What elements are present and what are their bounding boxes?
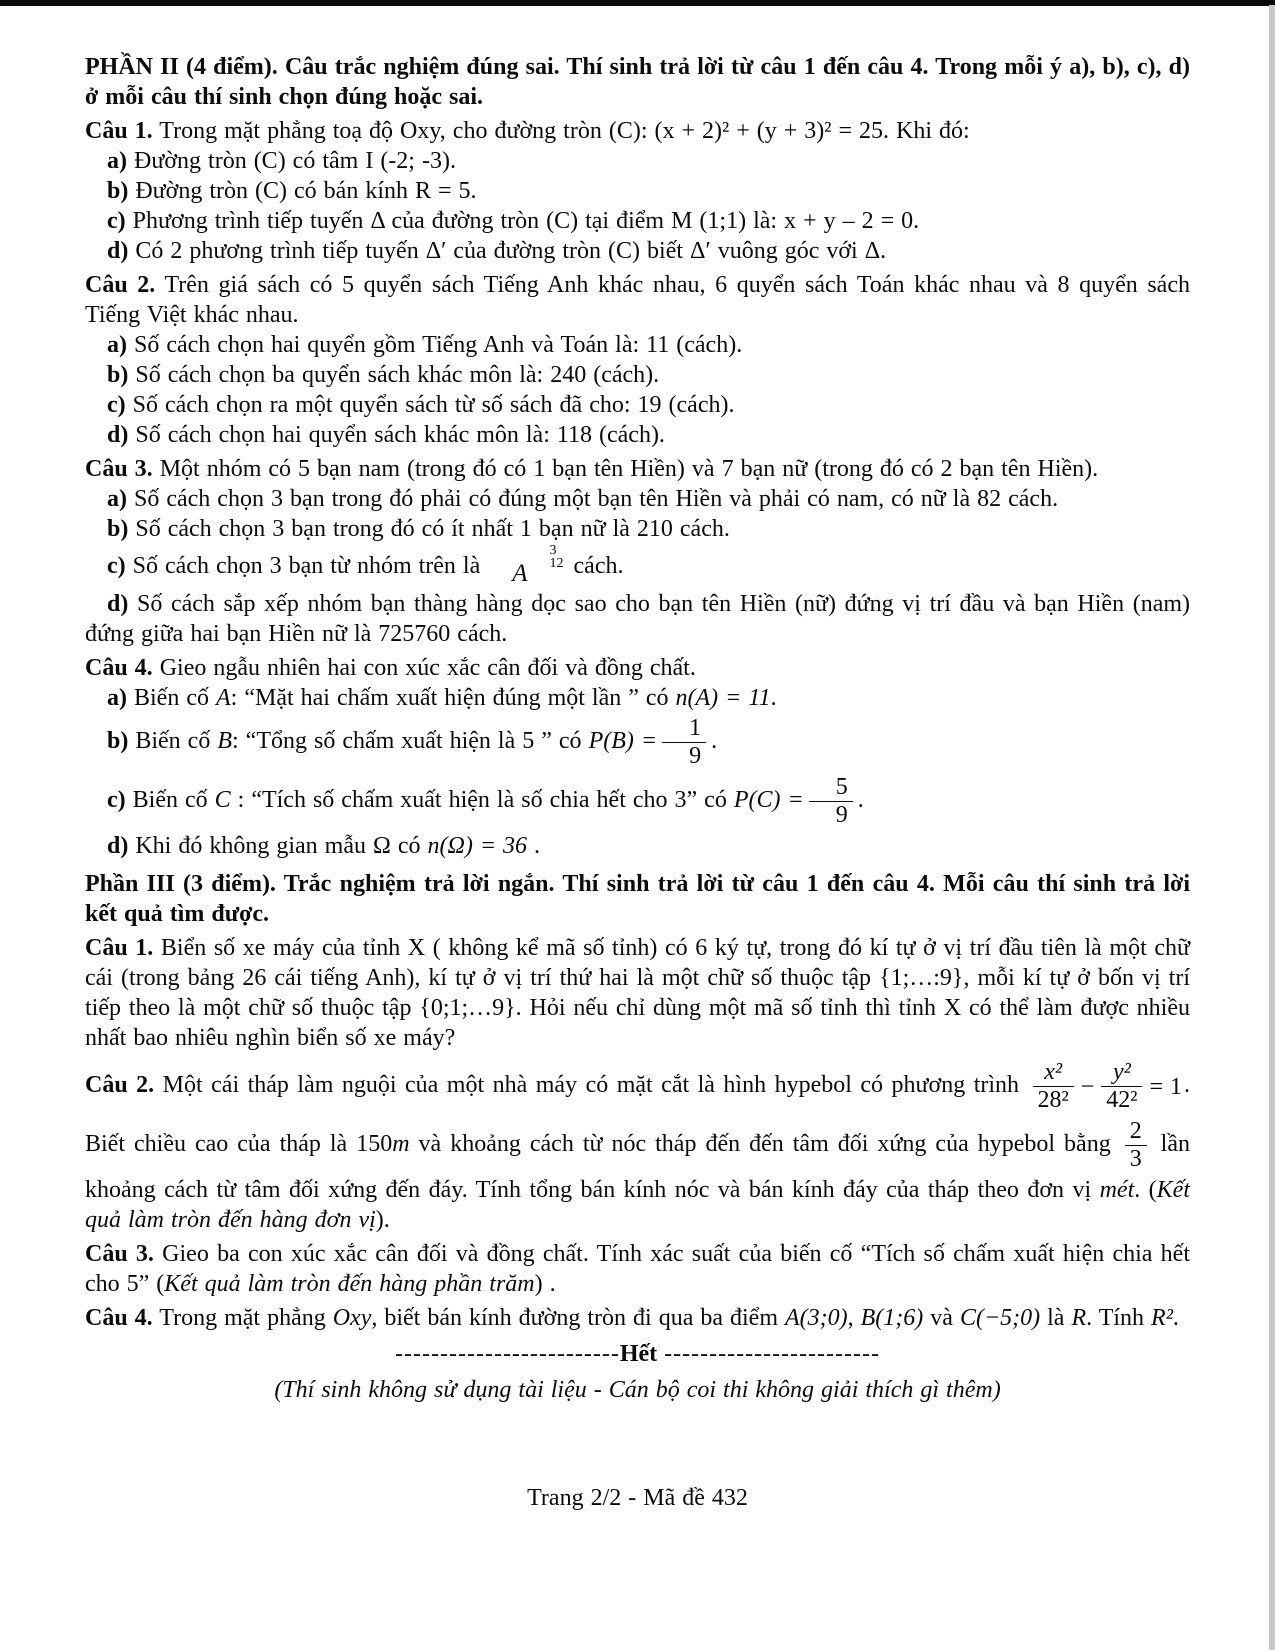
numerator: 1: [689, 715, 702, 741]
denominator: 42²: [1101, 1086, 1142, 1114]
permutation-subscript: 12: [549, 556, 564, 571]
item-text: .: [711, 728, 718, 755]
unit-m: m: [392, 1131, 410, 1158]
item-text: Đường tròn (C) có tâm I (-2; -3).: [134, 148, 456, 174]
question-text: . Tính: [1086, 1305, 1152, 1331]
math-expression: P(C) =: [733, 787, 804, 814]
question-text: ) .: [534, 1271, 556, 1297]
item-label: b): [107, 362, 129, 388]
question-text: và: [923, 1305, 960, 1331]
question-text: Gieo ngẫu nhiên hai con xúc xắc cân đối và đồng chất.: [159, 655, 696, 681]
item-label: c): [107, 392, 126, 418]
plane-oxy: Oxy: [332, 1305, 372, 1331]
event-variable: B: [217, 728, 232, 755]
event-variable: A: [215, 685, 231, 711]
part2-question-2: [85, 270, 1190, 330]
item-text: Phương trình tiếp tuyến Δ của đường tròn (C) tại điểm M (1;1) là: x + y – 2 = 0.: [132, 208, 920, 234]
item-text: Đường tròn (C) có bán kính R = 5.: [135, 178, 477, 204]
part2-q4-item-d: [85, 831, 1190, 861]
item-text: .: [527, 833, 541, 859]
question-text: ,: [847, 1305, 861, 1331]
question-text: và khoảng cách từ nóc tháp đến đến tâm đối xứng của hypebol bằng: [409, 1131, 1120, 1158]
part2-q4-item-c: [85, 772, 1190, 831]
part2-q3-item-a: [85, 484, 1190, 514]
question-text: là: [1040, 1305, 1072, 1331]
math-expression: n(Ω) = 36: [427, 833, 528, 859]
question-label: Câu 1.: [85, 118, 153, 144]
exam-page-content: [85, 52, 1190, 1513]
item-label: b): [107, 728, 129, 755]
part2-q1-item-d: [85, 236, 1190, 266]
question-text: . Biết chiều cao của tháp là 150: [85, 1072, 1191, 1158]
question-text: , biết bán kính đường tròn đi qua ba điểm: [371, 1305, 785, 1331]
fraction: [1125, 1118, 1147, 1173]
question-text: .: [1172, 1305, 1179, 1331]
question-text: ).: [375, 1207, 390, 1233]
part2-q3-item-b: [85, 514, 1190, 544]
radius-R-squared: R²: [1151, 1305, 1173, 1331]
hyperbola-equation: [1028, 1059, 1185, 1113]
item-text: .: [857, 787, 864, 814]
item-text: Biến cố: [135, 728, 218, 755]
question-text: . (: [1134, 1177, 1157, 1203]
item-label: c): [107, 553, 126, 579]
part2-q2-item-c: [85, 390, 1190, 420]
equals-one: = 1: [1149, 1073, 1183, 1100]
denominator: 9: [809, 801, 853, 829]
question-text: Một nhóm có 5 bạn nam (trong đó có 1 bạn tên Hiền) và 7 bạn nữ (trong đó có 2 bạn tên Hiền).: [159, 456, 1099, 482]
minus-sign: −: [1080, 1073, 1095, 1100]
part3-question-1: [85, 933, 1190, 1053]
numerator: 5: [835, 774, 848, 800]
item-label: a): [107, 332, 127, 358]
question-label: Câu 2.: [85, 272, 156, 298]
question-text: Một cái tháp làm nguội của một nhà máy có mặt cắt là hình hypebol có phương trình: [162, 1072, 1028, 1099]
part3-question-4: [85, 1303, 1190, 1333]
radius-R: R: [1071, 1305, 1087, 1331]
part2-question-1: [85, 116, 1190, 146]
question-label: Câu 3.: [85, 1241, 154, 1267]
permutation-base: A: [512, 560, 528, 587]
item-label: a): [107, 685, 127, 711]
question-label: Câu 2.: [85, 1072, 155, 1099]
part2-q1-item-c: [85, 206, 1190, 236]
rounding-note: Kết quả làm tròn đến hàng phần trăm: [164, 1271, 535, 1297]
item-label: b): [107, 178, 129, 204]
unit-met: mét: [1099, 1177, 1135, 1203]
dashes-left: -------------------------: [395, 1341, 620, 1367]
part2-heading: PHẦN II (4 điểm). Câu trắc nghiệm đúng sai. Thí sinh trả lời từ câu 1 đến câu 4. Trong mỗi ý a), b), c), d) ở mỗi câu thí sinh chọn đúng hoặc sai.: [85, 54, 1190, 110]
part2-q2-item-d: [85, 420, 1190, 450]
question-text: Trong mặt phẳng: [159, 1305, 333, 1331]
item-label: c): [107, 787, 126, 814]
end-of-exam-line: [85, 1339, 1190, 1369]
item-text: Số cách chọn ra một quyển sách từ số sách đã cho: 19 (cách).: [132, 392, 735, 418]
rounding-note: Kết quả làm tròn đến hàng đơn vị: [85, 1177, 1190, 1233]
item-text: : “Mặt hai chấm xuất hiện đúng một lần ” có: [230, 685, 676, 711]
item-label: c): [107, 208, 126, 234]
item-text: Có 2 phương trình tiếp tuyến Δ′ của đường tròn (C) biết Δ′ vuông góc với Δ.: [135, 238, 887, 264]
exam-note: (Thí sinh không sử dụng tài liệu - Cán bộ coi thi không giải thích gì thêm): [274, 1377, 1001, 1403]
question-text: Trên giá sách có 5 quyển sách Tiếng Anh khác nhau, 6 quyển sách Toán khác nhau và 8 quyển sách Tiếng Việt khác nhau.: [85, 272, 1190, 328]
item-text: Số cách chọn ba quyển sách khác môn là: 240 (cách).: [135, 362, 660, 388]
item-text: cách.: [566, 553, 624, 579]
question-label: Câu 4.: [85, 655, 153, 681]
fraction: [1101, 1059, 1142, 1114]
math-expression: P(B) =: [588, 728, 658, 755]
item-text: Số cách chọn 3 bạn trong đó phải có đúng một bạn tên Hiền và phải có nam, có nữ là 82 cách.: [134, 486, 1059, 512]
question-label: Câu 1.: [85, 935, 154, 961]
item-label: d): [107, 833, 129, 859]
item-label: a): [107, 486, 127, 512]
part3-question-3: [85, 1239, 1190, 1299]
permutation-symbol-A-3-12: [490, 544, 563, 589]
numerator: 2: [1129, 1118, 1142, 1144]
item-text: : “Tích số chấm xuất hiện là số chia hết cho 3” có: [230, 787, 734, 814]
item-text: Số cách chọn 3 bạn từ nhóm trên là: [132, 553, 488, 579]
item-text: Biến cố: [134, 685, 216, 711]
denominator: 3: [1125, 1145, 1147, 1173]
question-text: Trong mặt phẳng toạ độ Oxy, cho đường tròn (C): (x + 2)² + (y + 3)² = 25. Khi đó:: [159, 118, 970, 144]
part2-q4-item-a: [85, 683, 1190, 713]
item-label: d): [107, 422, 129, 448]
part2-question-3: [85, 454, 1190, 484]
item-text: : “Tổng số chấm xuất hiện là 5 ” có: [232, 728, 589, 755]
item-label: d): [107, 591, 129, 617]
point-A: A(3;0): [785, 1305, 848, 1331]
question-label: Câu 4.: [85, 1305, 153, 1331]
item-label: b): [107, 516, 129, 542]
fraction: [1033, 1059, 1074, 1114]
part3-heading: Phần III (3 điểm). Trắc nghiệm trả lời ngắn. Thí sinh trả lời từ câu 1 đến câu 4. Mỗi câu thí sinh trả lời kết quả tìm được.: [85, 871, 1190, 927]
het-label: Hết: [619, 1341, 658, 1367]
part2-q4-item-b: [85, 713, 1190, 772]
item-text: Số cách chọn hai quyển sách khác môn là: 118 (cách).: [135, 422, 665, 448]
scan-edge-top: [0, 0, 1275, 6]
event-variable: C: [214, 787, 231, 814]
question-text: Biển số xe máy của tỉnh X ( không kể mã số tỉnh) có 6 ký tự, trong đó kí tự ở vị trí đầu tiên là một chữ cái (trong bảng 26 cái tiếng Anh), kí tự ở vị trí thứ hai là một chữ số thuộc tập {1;…:9}, mỗi kí tự ở bốn vị trí tiếp theo là một chữ số thuộc tập {0;1;…9}. Hỏi nếu chỉ dùng một mã số tỉnh thì tỉnh X có thể làm được nhiều nhất bao nhiêu nghìn biển số xe máy?: [85, 935, 1191, 1051]
permutation-superscript: 3: [549, 543, 557, 558]
fraction: [809, 774, 853, 829]
dashes-right: ------------------------: [664, 1341, 880, 1367]
fraction: [662, 715, 706, 770]
numerator: x²: [1044, 1059, 1063, 1085]
question-text: lần khoảng cách từ tâm đối xứng đến đáy. Tính tổng bán kính nóc và bán kính đáy của tháp theo đơn vị: [85, 1131, 1191, 1203]
part3-question-2: [85, 1057, 1190, 1235]
scan-edge-right: [1269, 5, 1275, 1650]
point-B: B(1;6): [860, 1305, 924, 1331]
part2-q2-item-a: [85, 330, 1190, 360]
part2-q1-item-b: [85, 176, 1190, 206]
point-C: C(−5;0): [959, 1305, 1041, 1331]
item-text: Biến cố: [132, 787, 215, 814]
part2-q2-item-b: [85, 360, 1190, 390]
part2-question-4: [85, 653, 1190, 683]
part2-q3-item-d: [85, 589, 1190, 649]
math-expression: n(A) = 11: [675, 685, 771, 711]
denominator: 9: [662, 742, 706, 770]
item-label: a): [107, 148, 127, 174]
item-text: Số cách chọn 3 bạn trong đó có ít nhất 1 bạn nữ là 210 cách.: [135, 516, 730, 542]
item-text: Khi đó không gian mẫu Ω có: [135, 833, 428, 859]
question-text: Gieo ba con xúc xắc cân đối và đồng chất. Tính xác suất của biến cố “Tích số chấm xuất hiện chia hết cho 5” (: [85, 1241, 1190, 1297]
item-text: .: [770, 685, 777, 711]
permutation-scripts: [528, 544, 564, 570]
part2-q3-item-c: [85, 544, 1190, 589]
item-text: Số cách sắp xếp nhóm bạn thàng hàng dọc sao cho bạn tên Hiền (nữ) đứng vị trí đầu và bạn Hiền (nam) đứng giữa hai bạn Hiền nữ là 725760 cách.: [85, 591, 1191, 647]
question-label: Câu 3.: [85, 456, 153, 482]
item-label: d): [107, 238, 129, 264]
page-footer: Trang 2/2 - Mã đề 432: [527, 1485, 748, 1511]
numerator: y²: [1112, 1059, 1131, 1085]
part2-q1-item-a: [85, 146, 1190, 176]
denominator: 28²: [1033, 1086, 1074, 1114]
item-text: Số cách chọn hai quyển gồm Tiếng Anh và Toán là: 11 (cách).: [134, 332, 743, 358]
